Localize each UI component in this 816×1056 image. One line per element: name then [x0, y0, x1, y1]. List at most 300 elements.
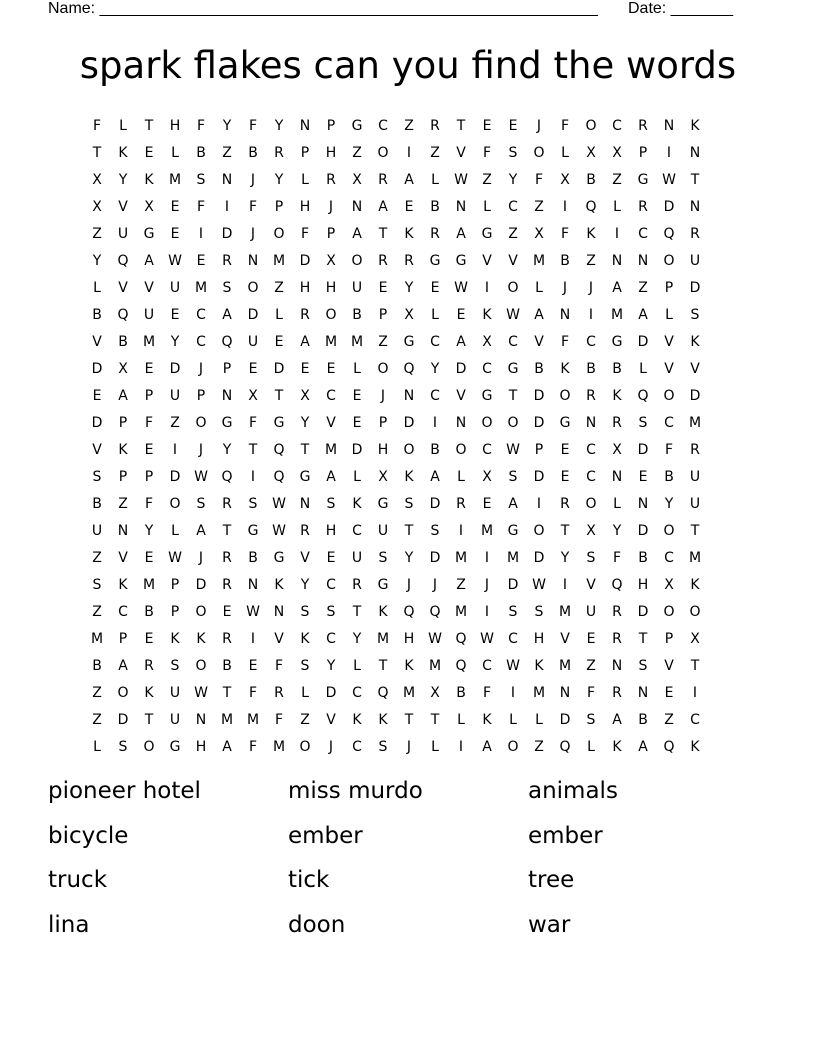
grid-cell: K [612, 388, 622, 404]
grid-cell: D [169, 361, 181, 377]
grid-cell: N [117, 523, 129, 539]
grid-cell: M [506, 550, 520, 566]
grid-cell: N [559, 307, 571, 323]
grid-cell: A [144, 253, 154, 269]
grid-cell: N [221, 388, 233, 404]
grid-row [84, 248, 708, 275]
grid-row [84, 518, 708, 545]
grid-cell: C [508, 631, 518, 647]
grid-cell: Q [221, 469, 233, 485]
grid-row [84, 491, 708, 518]
grid-cell: T [430, 712, 440, 728]
grid-cell: N [195, 712, 207, 728]
grid-cell: A [326, 469, 336, 485]
grid-cell: B [586, 172, 596, 188]
grid-cell: M [168, 172, 182, 188]
grid-cell: Z [534, 739, 544, 755]
grid-cell: F [560, 226, 570, 242]
grid-cell: S [534, 604, 544, 620]
grid-cell: V [92, 442, 102, 458]
grid-cell: Z [404, 118, 414, 134]
grid-cell: E [326, 550, 336, 566]
grid-cell: V [300, 550, 310, 566]
grid-cell: Y [404, 280, 414, 296]
grid-cell: U [351, 280, 363, 296]
grid-cell: K [144, 685, 154, 701]
grid-cell: T [222, 685, 232, 701]
grid-cell: X [690, 631, 700, 647]
grid-cell: P [196, 388, 206, 404]
grid-cell: E [352, 415, 362, 431]
grid-cell: Y [664, 496, 674, 512]
grid-cell: G [221, 415, 233, 431]
grid-cell: J [328, 739, 334, 755]
date-field[interactable]: Date: _______ [628, 0, 733, 17]
grid-cell: O [455, 442, 467, 458]
grid-cell: H [403, 631, 415, 647]
grid-cell: S [326, 496, 336, 512]
grid-cell: O [247, 280, 259, 296]
grid-cell: O [481, 415, 493, 431]
grid-cell: D [429, 496, 441, 512]
grid-cell: O [195, 658, 207, 674]
grid-cell: S [118, 739, 128, 755]
grid-cell: V [482, 253, 492, 269]
grid-cell: Z [300, 712, 310, 728]
grid-cell: P [326, 226, 336, 242]
grid-cell: A [456, 334, 466, 350]
grid-cell: O [195, 415, 207, 431]
grid-cell: J [250, 226, 256, 242]
grid-cell: A [508, 496, 518, 512]
grid-cell: M [454, 604, 468, 620]
grid-cell: Y [144, 523, 154, 539]
grid-cell: K [534, 658, 544, 674]
grid-cell: Y [326, 658, 336, 674]
grid-cell: G [637, 172, 649, 188]
grid-cell: G [351, 118, 363, 134]
grid-cell: D [559, 712, 571, 728]
grid-cell: M [558, 658, 572, 674]
word-list-item: tick [288, 867, 330, 893]
grid-cell: L [93, 280, 101, 296]
grid-cell: Y [222, 118, 232, 134]
grid-cell: N [299, 496, 311, 512]
grid-cell: G [507, 523, 519, 539]
grid-cell: L [639, 361, 647, 377]
grid-cell: B [248, 550, 258, 566]
grid-cell: K [404, 226, 414, 242]
grid-cell: H [299, 199, 311, 215]
grid-cell: Z [92, 226, 102, 242]
grid-cell: L [483, 199, 491, 215]
grid-cell: R [404, 253, 414, 269]
grid-cell: R [326, 172, 336, 188]
grid-cell: P [170, 577, 180, 593]
grid-cell: Z [586, 253, 596, 269]
grid-cell: I [536, 496, 542, 512]
grid-cell: G [273, 550, 285, 566]
grid-cell: E [456, 307, 466, 323]
grid-cell: C [118, 604, 128, 620]
grid-cell: A [222, 739, 232, 755]
grid-cell: C [326, 631, 336, 647]
grid-cell: S [508, 604, 518, 620]
grid-cell: Z [456, 577, 466, 593]
grid-cell: Q [403, 604, 415, 620]
grid-cell: U [169, 280, 181, 296]
grid-cell: V [690, 361, 700, 377]
grid-cell: N [299, 118, 311, 134]
grid-cell: C [352, 739, 362, 755]
grid-cell: V [118, 280, 128, 296]
grid-cell: I [510, 685, 516, 701]
grid-cell: Z [612, 172, 622, 188]
grid-cell: D [637, 442, 649, 458]
grid-cell: Q [663, 226, 675, 242]
grid-cell: E [664, 685, 674, 701]
grid-cell: V [664, 334, 674, 350]
grid-cell: K [352, 496, 362, 512]
grid-cell: I [614, 226, 620, 242]
grid-cell: D [663, 199, 675, 215]
grid-cell: D [325, 685, 337, 701]
grid-cell: R [430, 226, 440, 242]
grid-cell: G [299, 469, 311, 485]
grid-cell: T [690, 658, 700, 674]
grid-cell: E [404, 199, 414, 215]
grid-cell: D [273, 361, 285, 377]
grid-cell: N [247, 577, 259, 593]
grid-cell: D [91, 415, 103, 431]
grid-cell: T [404, 523, 414, 539]
grid-cell: P [144, 388, 154, 404]
grid-row [84, 707, 708, 734]
grid-cell: G [377, 577, 389, 593]
grid-cell: X [586, 145, 596, 161]
grid-cell: O [533, 523, 545, 539]
grid-cell: K [118, 145, 128, 161]
grid-cell: I [432, 415, 438, 431]
name-field[interactable]: Name: ________________________________________________________ [48, 0, 598, 17]
grid-cell: F [196, 118, 206, 134]
grid-cell: I [458, 523, 464, 539]
grid-cell: L [509, 712, 517, 728]
grid-cell: W [506, 307, 520, 323]
grid-cell: C [196, 307, 206, 323]
grid-cell: S [326, 604, 336, 620]
grid-cell: E [248, 658, 258, 674]
grid-cell: T [560, 523, 570, 539]
grid-cell: M [428, 658, 442, 674]
grid-cell: K [118, 577, 128, 593]
grid-cell: X [482, 334, 492, 350]
grid-cell: L [353, 361, 361, 377]
grid-cell: D [429, 550, 441, 566]
grid-cell: P [118, 415, 128, 431]
grid-cell: M [454, 550, 468, 566]
grid-row [84, 545, 708, 572]
grid-cell: S [404, 496, 414, 512]
grid-cell: F [274, 658, 284, 674]
grid-cell: A [456, 226, 466, 242]
grid-cell: F [586, 685, 596, 701]
grid-cell: F [144, 496, 154, 512]
grid-cell: L [275, 307, 283, 323]
grid-cell: F [248, 199, 258, 215]
grid-cell: B [92, 658, 102, 674]
grid-cell: E [378, 280, 388, 296]
grid-cell: U [91, 523, 103, 539]
grid-cell: Q [611, 577, 623, 593]
grid-cell: I [172, 442, 178, 458]
grid-cell: T [222, 523, 232, 539]
grid-cell: D [533, 550, 545, 566]
grid-cell: I [692, 685, 698, 701]
grid-cell: J [198, 550, 204, 566]
grid-cell: K [352, 712, 362, 728]
grid-cell: C [482, 361, 492, 377]
grid-cell: D [455, 361, 467, 377]
grid-cell: B [352, 307, 362, 323]
grid-cell: K [586, 226, 596, 242]
word-list-item: animals [528, 778, 618, 804]
grid-cell: J [536, 118, 542, 134]
grid-cell: F [248, 685, 258, 701]
grid-cell: Y [508, 172, 518, 188]
grid-cell: J [406, 739, 412, 755]
grid-cell: Y [274, 172, 284, 188]
grid-cell: Z [586, 658, 596, 674]
grid-cell: X [352, 172, 362, 188]
grid-cell: R [222, 577, 232, 593]
grid-row [84, 113, 708, 140]
grid-cell: V [664, 658, 674, 674]
grid-cell: T [300, 442, 310, 458]
grid-cell: L [93, 739, 101, 755]
grid-cell: O [273, 226, 285, 242]
grid-cell: E [508, 118, 518, 134]
grid-cell: S [170, 658, 180, 674]
grid-cell: G [143, 226, 155, 242]
grid-cell: L [301, 172, 309, 188]
grid-cell: K [404, 469, 414, 485]
grid-cell: T [456, 118, 466, 134]
grid-cell: L [171, 523, 179, 539]
grid-cell: W [194, 685, 208, 701]
grid-cell: W [272, 496, 286, 512]
grid-cell: E [144, 145, 154, 161]
grid-cell: P [664, 280, 674, 296]
grid-cell: I [588, 307, 594, 323]
grid-cell: R [300, 523, 310, 539]
grid-row [84, 140, 708, 167]
grid-cell: X [144, 199, 154, 215]
grid-cell: A [300, 334, 310, 350]
grid-cell: S [586, 550, 596, 566]
grid-cell: A [482, 739, 492, 755]
grid-cell: E [170, 199, 180, 215]
grid-cell: K [170, 631, 180, 647]
grid-cell: B [92, 307, 102, 323]
grid-cell: X [118, 361, 128, 377]
grid-cell: B [534, 361, 544, 377]
grid-cell: R [612, 415, 622, 431]
grid-cell: R [222, 496, 232, 512]
grid-cell: Y [612, 523, 622, 539]
grid-cell: G [611, 334, 623, 350]
grid-cell: W [662, 172, 676, 188]
grid-cell: E [300, 361, 310, 377]
grid-cell: O [585, 118, 597, 134]
word-list-item: lina [48, 911, 90, 938]
grid-cell: M [480, 523, 494, 539]
grid-cell: L [535, 712, 543, 728]
grid-cell: U [585, 604, 597, 620]
grid-cell: P [534, 442, 544, 458]
grid-cell: K [144, 172, 154, 188]
grid-cell: K [274, 577, 284, 593]
grid-cell: F [196, 199, 206, 215]
grid-cell: L [431, 172, 439, 188]
grid-cell: S [92, 469, 102, 485]
grid-cell: I [198, 226, 204, 242]
grid-cell: K [378, 604, 388, 620]
grid-cell: D [117, 712, 129, 728]
grid-cell: Z [274, 280, 284, 296]
grid-cell: E [170, 307, 180, 323]
grid-cell: P [638, 145, 648, 161]
grid-cell: Z [508, 226, 518, 242]
grid-cell: G [559, 415, 571, 431]
grid-cell: V [560, 631, 570, 647]
grid-cell: D [403, 415, 415, 431]
grid-cell: R [352, 577, 362, 593]
grid-cell: Y [92, 253, 102, 269]
word-list-item: miss murdo [288, 778, 423, 804]
grid-cell: Y [300, 577, 310, 593]
grid-cell: O [585, 496, 597, 512]
grid-cell: E [326, 361, 336, 377]
grid-cell: E [430, 280, 440, 296]
grid-cell: T [404, 712, 414, 728]
grid-cell: A [222, 307, 232, 323]
grid-cell: V [326, 712, 336, 728]
grid-cell: O [663, 604, 675, 620]
grid-cell: V [144, 280, 154, 296]
grid-cell: X [92, 199, 102, 215]
grid-cell: M [532, 253, 546, 269]
grid-cell: P [144, 469, 154, 485]
grid-cell: H [299, 280, 311, 296]
grid-cell: L [613, 496, 621, 512]
grid-cell: T [144, 118, 154, 134]
grid-cell: W [246, 604, 260, 620]
grid-cell: B [144, 604, 154, 620]
grid-cell: Q [221, 334, 233, 350]
grid-cell: H [169, 118, 181, 134]
grid-cell: R [144, 658, 154, 674]
grid-cell: W [168, 253, 182, 269]
grid-row [84, 167, 708, 194]
grid-cell: R [456, 496, 466, 512]
grid-cell: X [404, 307, 414, 323]
grid-cell: C [378, 118, 388, 134]
grid-cell: Q [663, 739, 675, 755]
grid-cell: M [350, 334, 364, 350]
grid-row [84, 275, 708, 302]
grid-cell: F [300, 226, 310, 242]
grid-cell: A [534, 307, 544, 323]
grid-cell: F [248, 415, 258, 431]
grid-cell: W [168, 550, 182, 566]
grid-cell: J [432, 577, 438, 593]
grid-cell: E [638, 469, 648, 485]
grid-cell: Q [637, 388, 649, 404]
grid-cell: J [588, 280, 594, 296]
grid-cell: J [562, 280, 568, 296]
header [48, 0, 748, 18]
grid-cell: C [586, 469, 596, 485]
grid-cell: C [326, 388, 336, 404]
grid-cell: M [90, 631, 104, 647]
grid-cell: G [481, 226, 493, 242]
grid-cell: W [506, 442, 520, 458]
grid-cell: C [352, 685, 362, 701]
grid-cell: L [353, 469, 361, 485]
word-list-item: pioneer hotel [48, 778, 201, 804]
grid-cell: R [378, 172, 388, 188]
grid-cell: U [247, 334, 259, 350]
grid-row [84, 329, 708, 356]
grid-cell: D [533, 415, 545, 431]
grid-cell: B [222, 658, 232, 674]
grid-cell: R [430, 118, 440, 134]
grid-cell: R [612, 631, 622, 647]
grid-cell: X [586, 523, 596, 539]
grid-cell: Z [92, 685, 102, 701]
grid-cell: S [638, 658, 648, 674]
grid-cell: A [196, 523, 206, 539]
grid-cell: A [612, 712, 622, 728]
grid-cell: Z [352, 145, 362, 161]
grid-row [84, 626, 708, 653]
grid-cell: E [144, 550, 154, 566]
grid-cell: S [92, 577, 102, 593]
grid-cell: P [664, 631, 674, 647]
grid-cell: V [118, 199, 128, 215]
grid-cell: W [272, 523, 286, 539]
grid-cell: I [666, 145, 672, 161]
grid-cell: R [222, 550, 232, 566]
grid-cell: N [455, 199, 467, 215]
grid-cell: R [586, 388, 596, 404]
grid-cell: F [92, 118, 102, 134]
grid-cell: K [612, 739, 622, 755]
grid-cell: R [612, 685, 622, 701]
grid-cell: U [117, 226, 129, 242]
grid-row [84, 302, 708, 329]
grid-cell: U [143, 307, 155, 323]
grid-cell: O [195, 604, 207, 620]
grid-cell: X [560, 172, 570, 188]
grid-cell: Z [638, 280, 648, 296]
grid-cell: G [169, 739, 181, 755]
grid-cell: G [507, 361, 519, 377]
word-list-item: bicycle [48, 822, 129, 849]
grid-cell: M [558, 604, 572, 620]
grid-cell: D [637, 334, 649, 350]
